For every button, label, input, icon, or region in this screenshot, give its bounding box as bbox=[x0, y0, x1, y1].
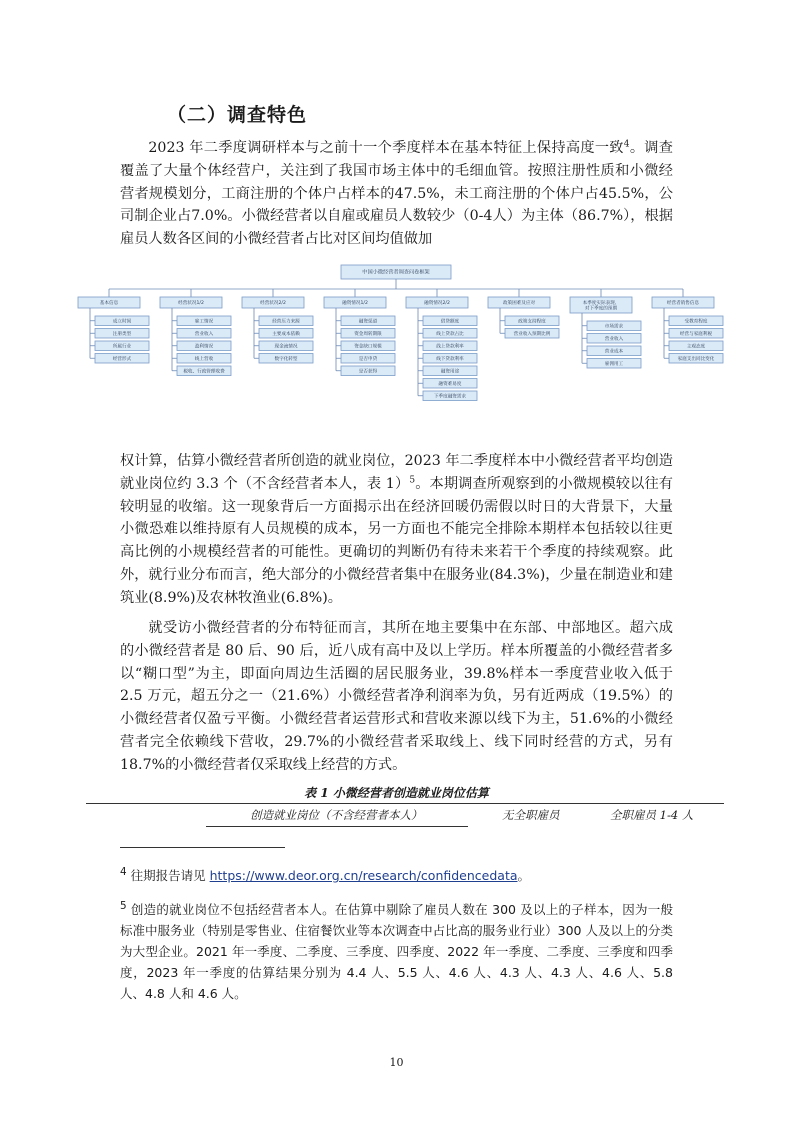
svg-text:融资难易度: 融资难易度 bbox=[438, 381, 462, 387]
paragraph-1-text-b: 。调查覆盖了大量个体经营户，关注到了我国市场主体中的毛细血管。按照注册性质和小微经营者规模划分，工商注册的个体户占样本的47.5%，未工商注册的个体户占45.5%，公司制企业占7.0%。小微经营者以自雇或雇员人数较少（0-4人）为主体（86.7%），根据雇员人数各区间的小微经营者占比对区间均值做加 bbox=[120, 140, 673, 248]
paragraph-2-text-b: 。本期调查所观察到的小微规模较以往有较明显的收缩。这一现象背后一方面揭示出在经济回暖仍需假以时日的大背景下，大量小微恐难以维持原有人员规模的成本，另一方面也不能完全排除本期样本包括较以往更高比例的小规模经营者的可能性。更确切的判断仍有待未来若干个季度的持续观察。此外，就行业分布而言，绝大部分的小微经营者集中在服务业(84.3%)，少量在制造业和建筑业(8.9%)及农林牧渔业(6.8%)。 bbox=[120, 475, 673, 606]
chart-item-box bbox=[505, 329, 559, 339]
svg-text:税收、行政管理收费: 税收、行政管理收费 bbox=[183, 369, 225, 375]
svg-text:是否申贷: 是否申贷 bbox=[358, 356, 378, 362]
chart-item-box bbox=[587, 321, 641, 331]
chart-item-box bbox=[177, 366, 231, 376]
svg-text:主要成本依赖: 主要成本依赖 bbox=[272, 331, 300, 337]
svg-text:雇工情况: 雇工情况 bbox=[194, 319, 214, 325]
svg-text:政策支持程度: 政策支持程度 bbox=[518, 319, 546, 325]
svg-text:经营者销售信息: 经营者销售信息 bbox=[666, 301, 700, 307]
chart-item-box bbox=[587, 334, 641, 344]
chart-item-box bbox=[669, 341, 723, 351]
svg-text:融资情况1/2: 融资情况1/2 bbox=[342, 301, 368, 307]
svg-text:经营状况2/2: 经营状况2/2 bbox=[260, 301, 286, 307]
chart-item-box bbox=[259, 341, 313, 351]
chart-item-box bbox=[177, 329, 231, 339]
footnote-4 bbox=[120, 862, 673, 886]
footnote-4-link[interactable]: https://www.deor.org.cn/research/confidencedata bbox=[209, 868, 518, 884]
svg-text:数字化转型: 数字化转型 bbox=[274, 356, 298, 362]
chart-item-box bbox=[341, 366, 395, 376]
svg-text:基本信息: 基本信息 bbox=[99, 301, 119, 307]
chart-item-box bbox=[669, 329, 723, 339]
svg-text:线上贷款利率: 线上贷款利率 bbox=[436, 344, 464, 350]
footnote-5-text: 创造的就业岗位不包括经营者本人。在估算中剔除了雇员人数在 300 及以上的子样本，因为一般标准中服务业（特别是零售业、住宿餐饮业等本次调查中占比高的服务业行业）300 人及以上的分类为大型企业。2021 年一季度、二季度、三季度、四季度、2022 年一季度、二季度、三季度和四季度，2023 年一季度的估算结果分别为 4.4 人、5.5 人、4.6 人、4.3 人、4.3 人、4.6 人、5.8 人、4.8 人和 4.6 人。 bbox=[120, 902, 673, 1002]
table-sub-rule bbox=[206, 826, 468, 827]
svg-text:经营压力来源: 经营压力来源 bbox=[272, 319, 300, 325]
table-top-rule bbox=[86, 803, 724, 804]
svg-text:中国小微经营者调查问卷框架: 中国小微经营者调查问卷框架 bbox=[362, 269, 430, 276]
chart-item-box bbox=[95, 341, 149, 351]
svg-text:融资渠道: 融资渠道 bbox=[358, 319, 378, 325]
chart-item-box bbox=[177, 354, 231, 364]
chart-item-box bbox=[95, 329, 149, 339]
svg-text:本季度实际表现、对下季度的预期: 本季度实际表现、对下季度的预期 bbox=[582, 301, 620, 312]
chart-item-box bbox=[423, 316, 477, 326]
svg-text:借贷额度: 借贷额度 bbox=[440, 319, 460, 325]
chart-item-box bbox=[423, 329, 477, 339]
svg-text:线上贷款占比: 线上贷款占比 bbox=[436, 331, 464, 337]
svg-text:雇佣用工: 雇佣用工 bbox=[604, 361, 624, 367]
svg-text:线上营收: 线上营收 bbox=[194, 356, 214, 362]
chart-branch-box bbox=[488, 297, 550, 308]
paragraph-1 bbox=[120, 137, 673, 251]
chart-item-box bbox=[259, 316, 313, 326]
svg-text:融资用途: 融资用途 bbox=[440, 369, 460, 375]
chart-item-box bbox=[341, 354, 395, 364]
chart-branch-box bbox=[78, 297, 140, 308]
svg-text:资金缺口规模: 资金缺口规模 bbox=[354, 344, 382, 350]
footnote-5-number: 5 bbox=[120, 900, 127, 912]
svg-text:经营与家庭利税: 经营与家庭利税 bbox=[679, 331, 713, 337]
chart-item-box bbox=[423, 341, 477, 351]
svg-text:经营状况1/2: 经营状况1/2 bbox=[178, 301, 204, 307]
chart-item-box bbox=[341, 316, 395, 326]
chart-item-box bbox=[423, 391, 477, 401]
questionnaire-framework-chart bbox=[68, 262, 724, 424]
chart-item-box bbox=[341, 329, 395, 339]
svg-text:成立时间: 成立时间 bbox=[112, 319, 132, 325]
chart-branch-box bbox=[652, 297, 714, 308]
footnote-rule bbox=[120, 847, 285, 848]
svg-text:经营形式: 经营形式 bbox=[112, 356, 132, 362]
chart-item-box bbox=[587, 346, 641, 356]
table-col-fulltime-1-4: 全职雇员 1-4 人 bbox=[610, 808, 694, 822]
chart-item-box bbox=[423, 379, 477, 389]
paragraph-2 bbox=[120, 450, 673, 610]
chart-item-box bbox=[505, 316, 559, 326]
footnote-ref-5[interactable]: 5 bbox=[409, 475, 416, 486]
chart-item-box bbox=[95, 316, 149, 326]
svg-text:营业收入: 营业收入 bbox=[604, 336, 624, 342]
paragraph-3: 就受访小微经营者的分布特征而言，其所在地主要集中在东部、中部地区。超六成的小微经营者是 80 后、90 后，近八成有高中及以上学历。样本所覆盖的小微经营者多以“糊口型”为主，即面向周边生活圈的居民服务业，39.8%样本一季度营业收入低于 2.5 万元，超五分之一（21.6%）小微经营者净利润率为负，另有近两成（19.5%）的小微经营者仅盈亏平衡。小微经营者运营形式和营收来源以线下为主，51.6%的小微经营者完全依赖线下营收，29.7%的小微经营者采取线上、线下同时经营的方式，另有 18.7%的小微经营者仅采取线上经营的方式。 bbox=[120, 620, 673, 773]
chart-branch-box bbox=[406, 297, 468, 308]
table-col-employment: 创造就业岗位（不含经营者本人） bbox=[250, 808, 423, 822]
svg-text:营业成本: 营业成本 bbox=[604, 349, 624, 355]
footnote-4-text: 往期报告请见 bbox=[130, 868, 206, 884]
table-col-no-fulltime: 无全职雇员 bbox=[502, 808, 560, 822]
svg-text:营业收入: 营业收入 bbox=[194, 331, 214, 337]
svg-text:营业收入预期比例: 营业收入预期比例 bbox=[513, 331, 551, 337]
paragraph-2-text-a: 权计算，估算小微经营者所创造的就业岗位，2023 年二季度样本中小微经营者平均创造就业岗位约 3.3 个（不含经营者本人，表 1） bbox=[120, 453, 673, 492]
page-number: 10 bbox=[389, 1056, 404, 1069]
svg-text:受教育程度: 受教育程度 bbox=[684, 319, 708, 325]
footnote-ref-4[interactable]: 4 bbox=[623, 139, 630, 150]
chart-item-box bbox=[177, 341, 231, 351]
svg-text:资金周转期限: 资金周转期限 bbox=[354, 331, 382, 337]
paragraph-1-text-a: 2023 年二季度调研样本与之前十一个季度样本在基本特征上保持高度一致 bbox=[148, 140, 624, 156]
chart-item-box bbox=[587, 359, 641, 369]
svg-text:市场需求: 市场需求 bbox=[604, 324, 624, 330]
svg-text:融资情况2/2: 融资情况2/2 bbox=[424, 301, 450, 307]
chart-item-box bbox=[423, 354, 477, 364]
table-caption: 表 1 小微经营者创造就业岗位估算 bbox=[304, 786, 489, 800]
chart-item-box bbox=[259, 354, 313, 364]
chart-item-box bbox=[95, 354, 149, 364]
chart-branch-box bbox=[324, 297, 386, 308]
chart-branch-box bbox=[570, 297, 632, 313]
chart-item-box bbox=[669, 316, 723, 326]
svg-text:家庭支出同比变化: 家庭支出同比变化 bbox=[677, 356, 715, 362]
chart-item-box bbox=[423, 366, 477, 376]
chart-item-box bbox=[669, 354, 723, 364]
svg-text:线下贷款利率: 线下贷款利率 bbox=[436, 356, 464, 362]
svg-text:政策困难及应对: 政策困难及应对 bbox=[502, 301, 536, 307]
chart-item-box bbox=[259, 329, 313, 339]
footnote-4-end: 。 bbox=[517, 868, 531, 884]
chart-branch-box bbox=[242, 297, 304, 308]
svg-text:盈利情况: 盈利情况 bbox=[194, 344, 214, 350]
footnote-5 bbox=[120, 896, 673, 1004]
svg-text:现金流情况: 现金流情况 bbox=[274, 344, 298, 350]
svg-text:下季度融资需求: 下季度融资需求 bbox=[433, 394, 467, 400]
footnote-4-number: 4 bbox=[120, 866, 127, 878]
svg-text:所属行业: 所属行业 bbox=[112, 344, 132, 350]
section-title: （二）调查特色 bbox=[167, 104, 308, 126]
chart-item-box bbox=[177, 316, 231, 326]
svg-text:注册类型: 注册类型 bbox=[112, 331, 132, 337]
chart-branch-box bbox=[160, 297, 222, 308]
svg-text:主观态度: 主观态度 bbox=[686, 344, 706, 350]
chart-item-box bbox=[341, 341, 395, 351]
svg-text:是否获得: 是否获得 bbox=[358, 369, 378, 375]
chart-root-box bbox=[341, 265, 451, 279]
